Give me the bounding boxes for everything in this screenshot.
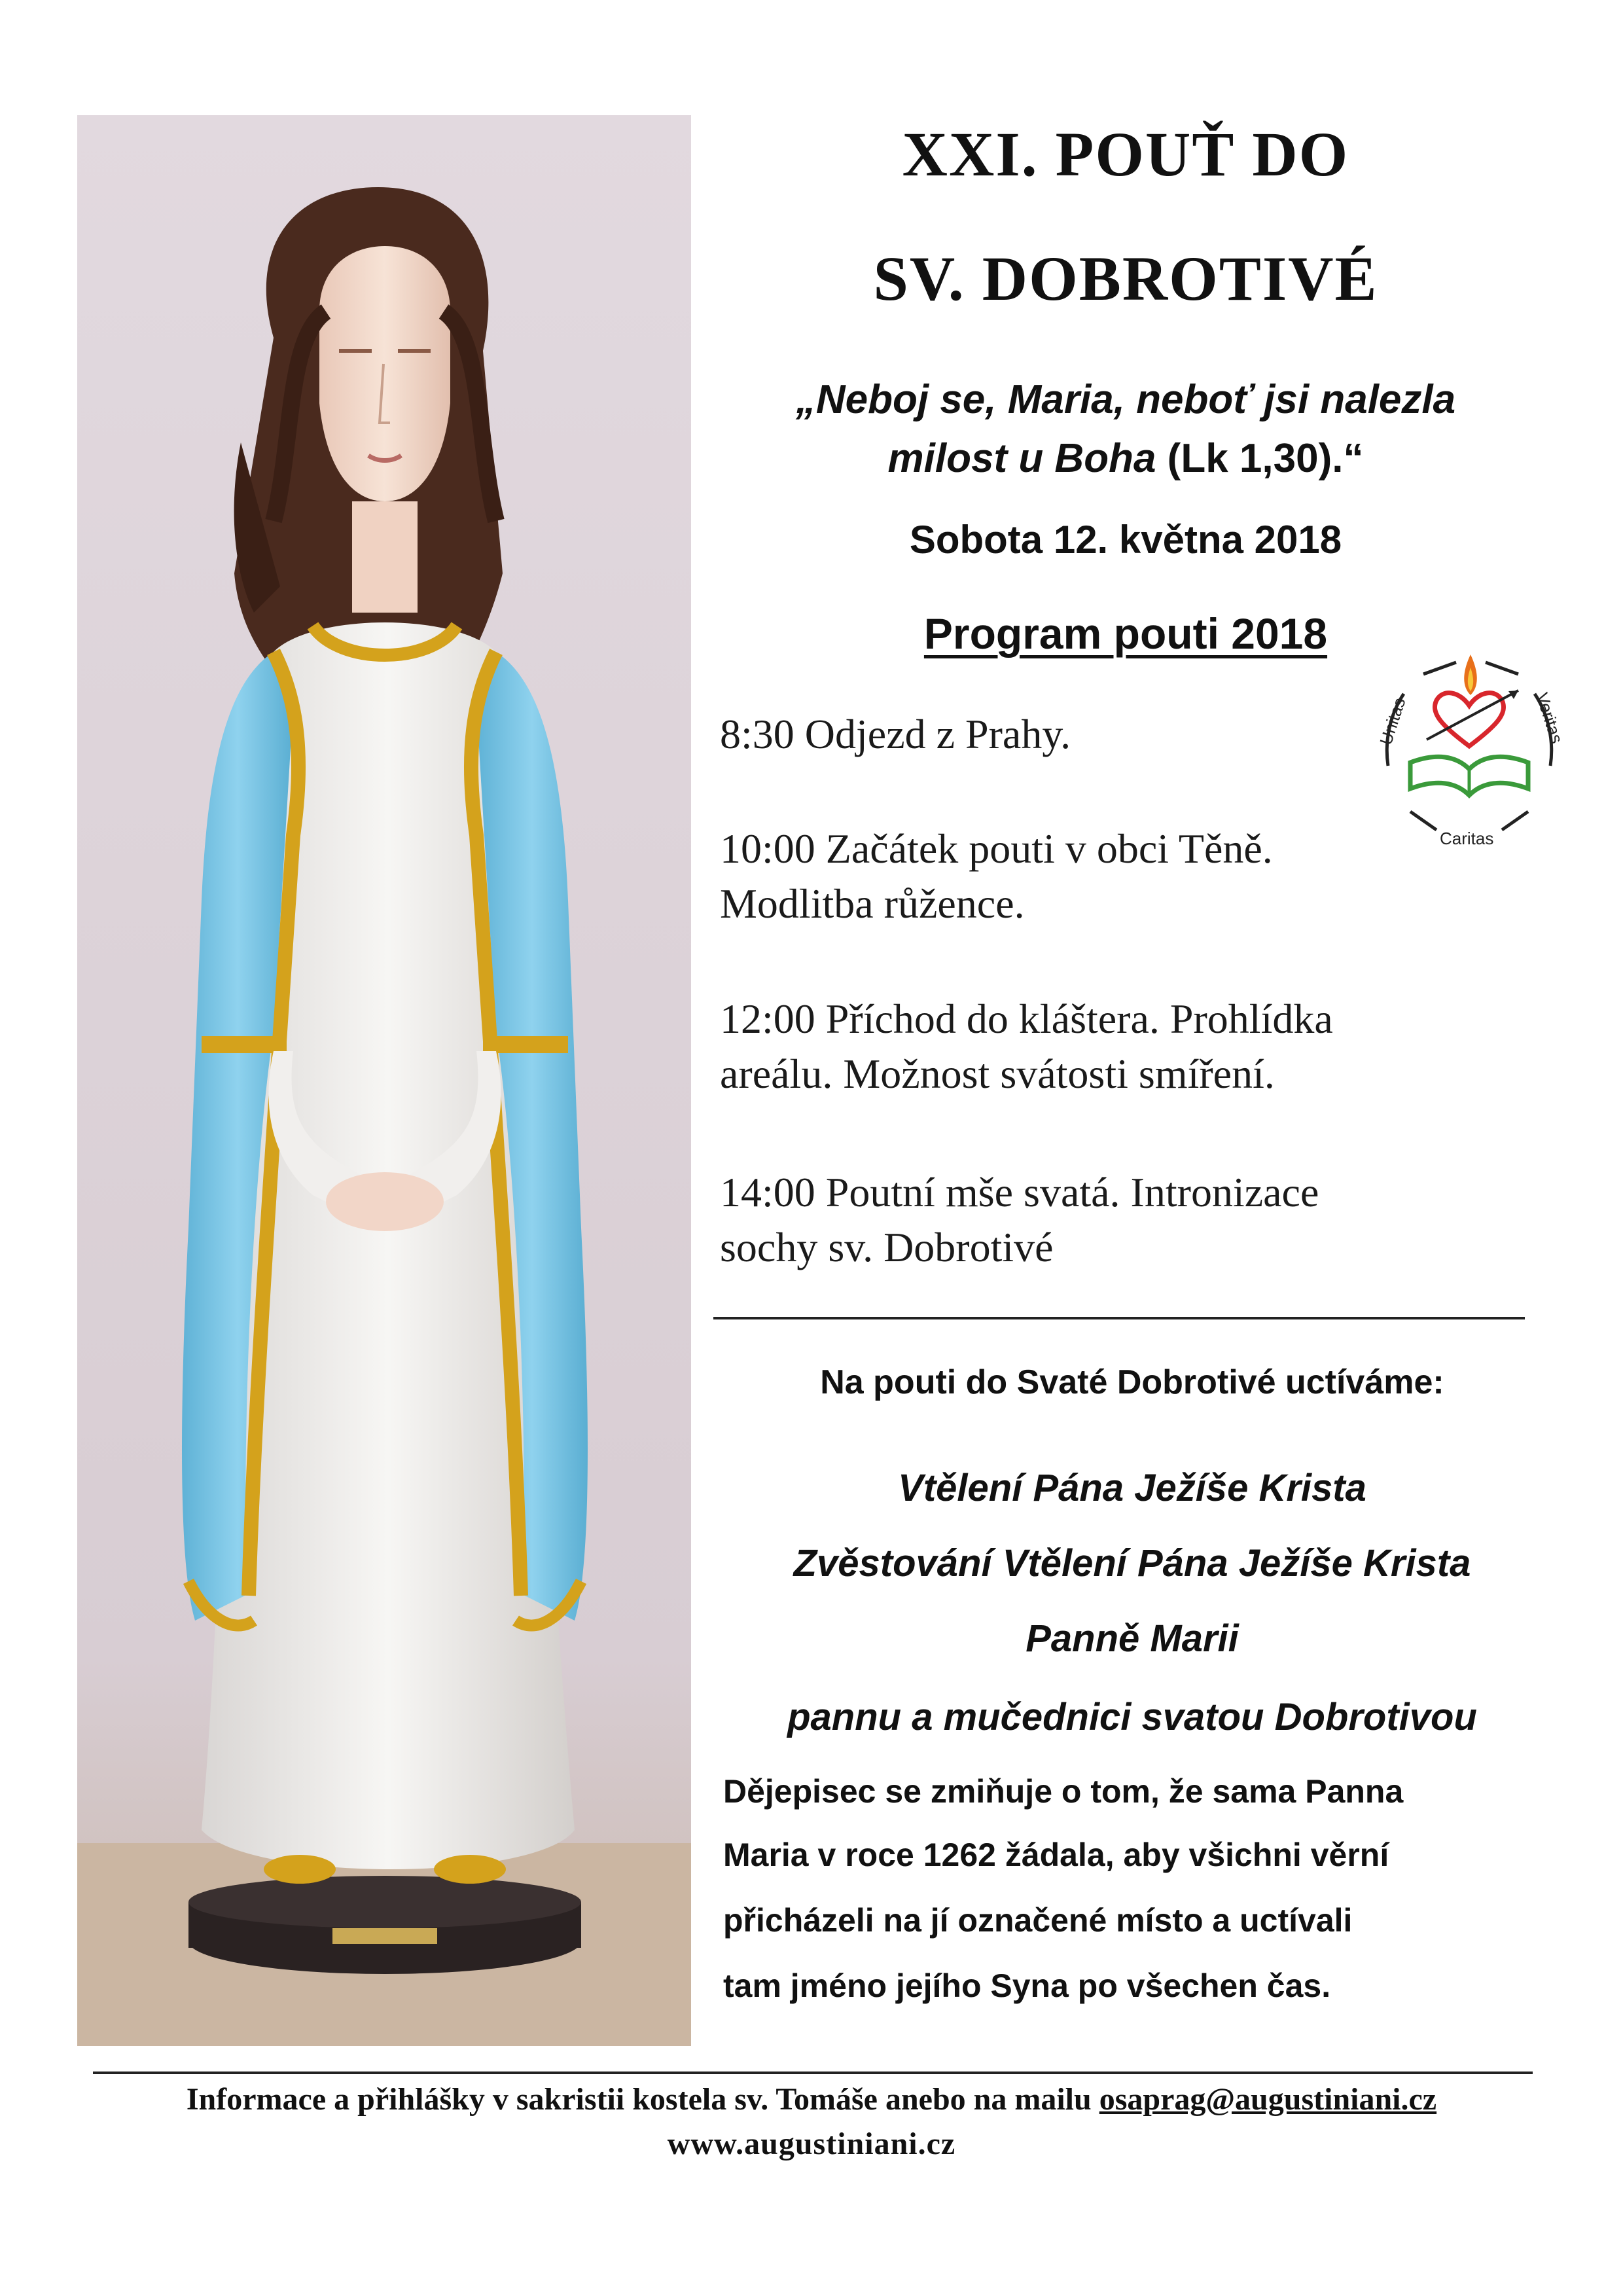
event-date: Sobota 12. května 2018 — [909, 518, 1342, 562]
veneration-item: Panně Marii — [1026, 1617, 1239, 1660]
history-line: Maria v roce 1262 žádala, aby všichni věrní — [723, 1837, 1389, 1873]
program-item — [720, 1165, 1538, 1275]
quote-reference: (Lk 1,30).“ — [1167, 436, 1364, 481]
history-line: Dějepisec se zmiňuje o tom, že sama Panna — [723, 1773, 1404, 1810]
veneration-item: Zvěstování Vtělení Pána Ježíše Krista — [793, 1542, 1471, 1585]
footer-info-text: Informace a přihlášky v sakristii kostela sv. Tomáše anebo na mailu — [186, 2082, 1099, 2117]
website-link[interactable]: www.augustiniani.cz — [667, 2126, 956, 2161]
statue-photo — [77, 115, 691, 2046]
program-title: Program pouti 2018 — [923, 609, 1328, 658]
quote-line-2 — [707, 435, 1544, 482]
email-link[interactable]: osaprag@augustiniani.cz — [1099, 2082, 1437, 2117]
program-item-line: sochy sv. Dobrotivé — [720, 1224, 1054, 1270]
veneration-item: pannu a mučednici svatou Dobrotivou — [787, 1696, 1477, 1738]
program-item-line: areálu. Možnost svátosti smíření. — [720, 1050, 1275, 1097]
program-item-line: 12:00 Příchod do kláštera. Prohlídka — [720, 996, 1333, 1042]
history-line: přicházeli na jí označené místo a uctívali — [723, 1902, 1353, 1939]
history-line: tam jméno jejího Syna po všechen čas. — [723, 1967, 1331, 2004]
program-item — [720, 992, 1538, 1102]
logo-word-unitas: Unitas — [1376, 695, 1410, 747]
program-item-line: 14:00 Poutní mše svatá. Intronizace — [720, 1169, 1319, 1215]
veneration-heading: Na pouti do Svaté Dobrotivé uctíváme: — [820, 1363, 1444, 1401]
program-item — [720, 821, 1538, 931]
title-line-1: XXI. POUŤ DO — [902, 119, 1349, 189]
veneration-item: Vtělení Pána Ježíše Krista — [898, 1467, 1366, 1509]
program-item — [720, 707, 1538, 762]
program-item-line: 8:30 Odjezd z Prahy. — [720, 711, 1071, 757]
footer-divider — [93, 2072, 1533, 2074]
logo-word-veritas: Veritas — [1532, 690, 1567, 746]
quote-line-2-text: milost u Boha — [887, 436, 1168, 481]
logo-word-caritas: Caritas — [1440, 829, 1494, 848]
title-line-2: SV. DOBROTIVÉ — [873, 243, 1378, 314]
footer-info — [0, 2081, 1623, 2117]
program-item-line: Modlitba růžence. — [720, 880, 1025, 927]
quote-line-1: „Neboj se, Maria, neboť jsi nalezla — [795, 377, 1456, 422]
program-item-line: 10:00 Začátek pouti v obci Těně. — [720, 825, 1273, 872]
section-divider — [713, 1317, 1525, 1319]
